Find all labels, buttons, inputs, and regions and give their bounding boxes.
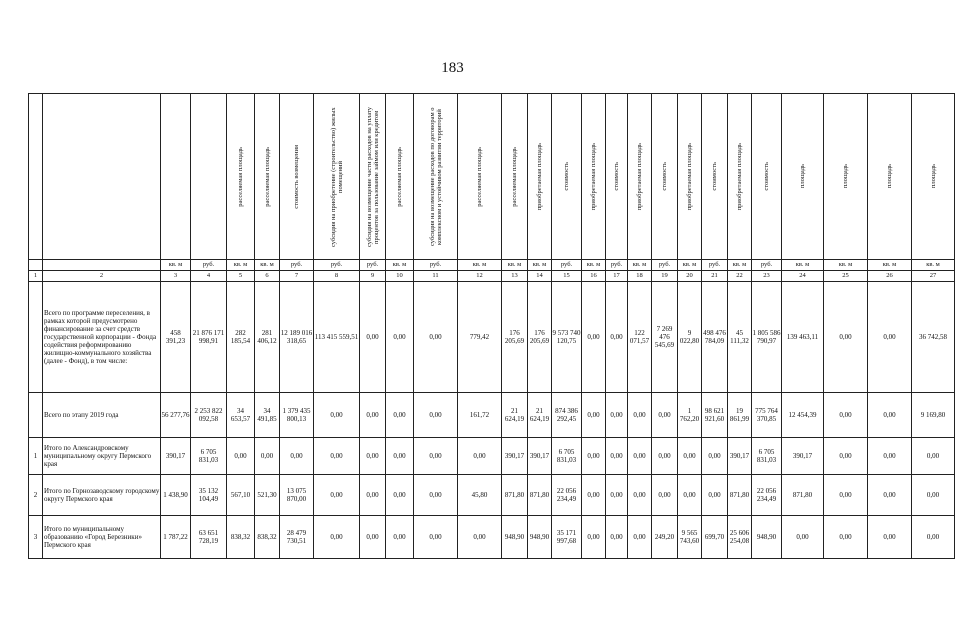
header-label: площадь (929, 164, 937, 189)
data-cell: 0,00 (582, 475, 606, 516)
data-cell: 0,00 (386, 282, 414, 393)
data-cell: 28 479 730,51 (280, 516, 314, 559)
data-cell: 567,10 (227, 475, 255, 516)
data-cell: 0,00 (606, 516, 628, 559)
column-number-cell: 13 (502, 271, 528, 282)
unit-cell: кв. м (386, 260, 414, 271)
data-cell: 0,00 (628, 475, 652, 516)
unit-cell: кв. м (161, 260, 191, 271)
units-row (29, 260, 955, 271)
unit-cell: руб. (280, 260, 314, 271)
data-cell: 0,00 (912, 475, 955, 516)
header-cell (912, 94, 955, 260)
header-cell (360, 94, 386, 260)
data-cell: 2 (29, 475, 43, 516)
header-label: расселяемая площадь (476, 146, 483, 207)
column-number-row (29, 271, 955, 282)
unit-cell: руб. (652, 260, 678, 271)
unit-cell: кв. м (782, 260, 824, 271)
column-number-cell: 23 (752, 271, 782, 282)
unit-cell (29, 260, 43, 271)
column-number-cell: 2 (43, 271, 161, 282)
column-number-cell: 5 (227, 271, 255, 282)
header-cell (161, 94, 191, 260)
data-cell: 0,00 (582, 282, 606, 393)
data-cell: 176 205,69 (502, 282, 528, 393)
data-cell: 0,00 (414, 516, 458, 559)
unit-cell: кв. м (912, 260, 955, 271)
header-cell (868, 94, 912, 260)
column-number-cell: 18 (628, 271, 652, 282)
data-cell: 390,17 (161, 438, 191, 475)
header-label: стоимость (711, 162, 718, 191)
data-cell: 9 022,80 (678, 282, 702, 393)
data-cell: 0,00 (868, 475, 912, 516)
column-number-cell: 16 (582, 271, 606, 282)
data-cell: 838,32 (255, 516, 280, 559)
data-cell: 56 277,76 (161, 393, 191, 438)
data-cell: 9 169,80 (912, 393, 955, 438)
column-number-cell: 1 (29, 271, 43, 282)
header-cell (43, 94, 161, 260)
column-number-cell: 7 (280, 271, 314, 282)
header-label: приобретаемая площадь (536, 142, 543, 211)
table-row (29, 475, 955, 516)
data-cell: 0,00 (582, 516, 606, 559)
unit-cell: руб. (191, 260, 227, 271)
data-cell: 0,00 (386, 475, 414, 516)
data-cell: 0,00 (360, 475, 386, 516)
data-cell: 22 056 234,49 (752, 475, 782, 516)
data-cell: 0,00 (824, 438, 868, 475)
data-cell: 249,20 (652, 516, 678, 559)
data-cell: 0,00 (582, 438, 606, 475)
data-cell: 0,00 (652, 438, 678, 475)
data-cell: 21 624,19 (502, 393, 528, 438)
data-cell: 35 171 997,68 (552, 516, 582, 559)
unit-cell: руб. (606, 260, 628, 271)
header-cell (606, 94, 628, 260)
data-cell: 0,00 (702, 475, 728, 516)
data-cell: 0,00 (386, 438, 414, 475)
column-number-cell: 10 (386, 271, 414, 282)
header-cell (502, 94, 528, 260)
data-cell: 871,80 (728, 475, 752, 516)
data-cell: 25 606 254,08 (728, 516, 752, 559)
data-cell: 0,00 (678, 438, 702, 475)
data-cell: 1 438,90 (161, 475, 191, 516)
data-cell: 36 742,58 (912, 282, 955, 393)
data-cell: 948,90 (528, 516, 552, 559)
data-cell: 0,00 (868, 516, 912, 559)
unit-cell: руб. (752, 260, 782, 271)
data-cell: 0,00 (652, 475, 678, 516)
header-cell (782, 94, 824, 260)
column-number-cell: 11 (414, 271, 458, 282)
header-label: приобретаемая площадь (636, 142, 643, 211)
header-label: субсидия на возмещение расходов по договорам о комплексном и устойчивом развитии территорий (428, 107, 443, 246)
header-label: приобретаемая площадь (736, 142, 743, 211)
data-cell: 775 764 370,85 (752, 393, 782, 438)
data-cell: 1 805 586 790,97 (752, 282, 782, 393)
unit-cell: руб. (552, 260, 582, 271)
data-cell: 9 573 740 120,75 (552, 282, 582, 393)
data-cell: 874 386 292,45 (552, 393, 582, 438)
data-cell: 161,72 (458, 393, 502, 438)
data-cell: 0,00 (360, 282, 386, 393)
data-cell: 0,00 (227, 438, 255, 475)
table-row (29, 282, 955, 393)
header-label: субсидия на возмещение части расходов на уплату процентов за пользование займом или кредитом (365, 106, 380, 247)
data-cell: 22 056 234,49 (552, 475, 582, 516)
row-label-cell: Итого по муниципальному образованию «Город Березники» Пермского края (43, 516, 161, 559)
data-cell: 6 705 831,03 (191, 438, 227, 475)
column-number-cell: 22 (728, 271, 752, 282)
header-cell (582, 94, 606, 260)
column-number-cell: 9 (360, 271, 386, 282)
column-number-cell: 17 (606, 271, 628, 282)
data-cell: 0,00 (824, 282, 868, 393)
data-cell: 0,00 (912, 516, 955, 559)
data-cell: 0,00 (628, 516, 652, 559)
data-cell: 390,17 (782, 438, 824, 475)
data-cell: 0,00 (606, 438, 628, 475)
data-cell: 0,00 (628, 393, 652, 438)
header-label: приобретаемая площадь (686, 142, 693, 211)
unit-cell: руб. (702, 260, 728, 271)
header-label: расселяемая площадь (396, 146, 403, 207)
header-cell (728, 94, 752, 260)
data-cell: 282 185,54 (227, 282, 255, 393)
header-label: стоимость (563, 162, 570, 191)
header-cell (678, 94, 702, 260)
data-cell: 0,00 (314, 438, 360, 475)
data-cell: 838,32 (227, 516, 255, 559)
row-label-cell: Итого по Александровскому муниципальному округу Пермского края (43, 438, 161, 475)
unit-cell: кв. м (255, 260, 280, 271)
unit-cell: кв. м (628, 260, 652, 271)
column-number-cell: 6 (255, 271, 280, 282)
data-cell: 0,00 (360, 393, 386, 438)
unit-cell: кв. м (582, 260, 606, 271)
header-cell (824, 94, 868, 260)
data-cell: 0,00 (255, 438, 280, 475)
table-row (29, 393, 955, 438)
data-cell: 521,30 (255, 475, 280, 516)
row-label-cell: Всего по программе переселения, в рамках которой предусмотрено финансирование за счет средств государственной корпорации - Фонда содействия реформированию жилищно-коммунального хозяйства (далее - Фонд), в том числе: (43, 282, 161, 393)
unit-cell: кв. м (458, 260, 502, 271)
data-cell: 35 132 104,49 (191, 475, 227, 516)
data-cell: 12 454,39 (782, 393, 824, 438)
column-number-cell: 25 (824, 271, 868, 282)
data-cell: 390,17 (528, 438, 552, 475)
data-cell: 21 624,19 (528, 393, 552, 438)
data-cell: 0,00 (782, 516, 824, 559)
header-cell (458, 94, 502, 260)
unit-cell: кв. м (227, 260, 255, 271)
column-number-cell: 24 (782, 271, 824, 282)
data-cell: 0,00 (386, 516, 414, 559)
data-cell: 3 (29, 516, 43, 559)
row-label-cell: Итого по Горнозаводскому городскому округу Пермского края (43, 475, 161, 516)
column-number-cell: 12 (458, 271, 502, 282)
data-cell: 498 476 784,09 (702, 282, 728, 393)
data-cell: 0,00 (414, 393, 458, 438)
header-cell (652, 94, 678, 260)
data-cell: 390,17 (728, 438, 752, 475)
data-cell: 0,00 (360, 516, 386, 559)
header-label: расселяемая площадь (511, 146, 518, 207)
data-cell: 0,00 (824, 393, 868, 438)
column-number-cell: 26 (868, 271, 912, 282)
table-row (29, 516, 955, 559)
data-cell: 0,00 (702, 438, 728, 475)
data-cell: 0,00 (314, 393, 360, 438)
header-label: площадь (886, 164, 893, 189)
data-cell: 13 075 870,00 (280, 475, 314, 516)
header-cell (414, 94, 458, 260)
data-cell: 458 391,23 (161, 282, 191, 393)
data-cell: 9 565 743,60 (678, 516, 702, 559)
column-number-cell: 21 (702, 271, 728, 282)
column-number-cell: 15 (552, 271, 582, 282)
data-cell: 699,70 (702, 516, 728, 559)
data-cell: 34 653,57 (227, 393, 255, 438)
data-cell: 12 189 016 318,65 (280, 282, 314, 393)
data-cell: 0,00 (868, 438, 912, 475)
header-label: расселяемая площадь (237, 146, 244, 207)
header-label: площадь (842, 164, 849, 189)
column-number-cell: 14 (528, 271, 552, 282)
data-cell: 0,00 (606, 393, 628, 438)
header-cell (528, 94, 552, 260)
data-cell: 0,00 (678, 475, 702, 516)
unit-cell: руб. (360, 260, 386, 271)
header-cell (191, 94, 227, 260)
data-cell: 6 705 831,03 (552, 438, 582, 475)
data-cell: 0,00 (912, 438, 955, 475)
data-cell: 0,00 (314, 475, 360, 516)
unit-cell: кв. м (868, 260, 912, 271)
data-cell: 7 269 476 545,69 (652, 282, 678, 393)
resettlement-table (28, 93, 955, 559)
data-cell: 1 379 435 800,13 (280, 393, 314, 438)
data-cell: 0,00 (414, 475, 458, 516)
header-label: площадь (799, 164, 806, 189)
row-label-cell: Всего по этапу 2019 года (43, 393, 161, 438)
header-cell (314, 94, 360, 260)
header-cell (280, 94, 314, 260)
data-cell: 871,80 (528, 475, 552, 516)
data-cell: 21 876 171 998,91 (191, 282, 227, 393)
unit-cell: кв. м (528, 260, 552, 271)
data-cell: 0,00 (824, 475, 868, 516)
header-cell (552, 94, 582, 260)
header-cell (29, 94, 43, 260)
unit-cell: руб. (414, 260, 458, 271)
data-cell: 1 787,22 (161, 516, 191, 559)
unit-cell: кв. м (502, 260, 528, 271)
data-cell: 948,90 (752, 516, 782, 559)
header-cell (386, 94, 414, 260)
column-number-cell: 3 (161, 271, 191, 282)
unit-cell (43, 260, 161, 271)
data-cell: 281 406,12 (255, 282, 280, 393)
data-cell: 176 205,69 (528, 282, 552, 393)
data-cell: 0,00 (868, 282, 912, 393)
data-cell: 0,00 (582, 393, 606, 438)
data-cell: 45 111,32 (728, 282, 752, 393)
header-cell (255, 94, 280, 260)
header-cell (227, 94, 255, 260)
data-cell: 19 861,99 (728, 393, 752, 438)
page-number: 183 (441, 60, 464, 76)
header-label: расселяемая площадь (263, 146, 271, 207)
data-cell: 34 491,85 (255, 393, 280, 438)
data-cell: 948,90 (502, 516, 528, 559)
data-cell: 139 463,11 (782, 282, 824, 393)
data-cell: 1 762,20 (678, 393, 702, 438)
header-label: стоимость (763, 162, 770, 191)
data-cell: 6 705 831,03 (752, 438, 782, 475)
data-cell: 0,00 (386, 393, 414, 438)
unit-cell: кв. м (678, 260, 702, 271)
data-cell: 0,00 (824, 516, 868, 559)
column-number-cell: 8 (314, 271, 360, 282)
header-label: стоимость (661, 162, 668, 191)
table-row (29, 438, 955, 475)
data-cell: 0,00 (458, 516, 502, 559)
data-cell: 45,80 (458, 475, 502, 516)
data-cell: 98 621 921,60 (702, 393, 728, 438)
column-number-cell: 4 (191, 271, 227, 282)
data-cell: 0,00 (458, 438, 502, 475)
data-cell: 0,00 (606, 475, 628, 516)
column-number-cell: 19 (652, 271, 678, 282)
data-cell: 871,80 (782, 475, 824, 516)
data-cell: 1 (29, 438, 43, 475)
column-number-cell: 27 (912, 271, 955, 282)
data-cell: 0,00 (628, 438, 652, 475)
header-label: приобретаемая площадь (590, 142, 597, 211)
data-cell: 871,80 (502, 475, 528, 516)
data-cell: 0,00 (652, 393, 678, 438)
header-label: стоимость (613, 162, 620, 191)
data-cell: 0,00 (314, 516, 360, 559)
data-cell: 0,00 (360, 438, 386, 475)
header-label: субсидия на приобретение (строительство) жилых помещений (329, 106, 344, 247)
header-cell (702, 94, 728, 260)
column-number-cell: 20 (678, 271, 702, 282)
data-cell: 0,00 (606, 282, 628, 393)
header-row (29, 94, 955, 260)
data-cell: 2 253 822 092,58 (191, 393, 227, 438)
unit-cell: руб. (314, 260, 360, 271)
data-cell: 0,00 (280, 438, 314, 475)
data-cell: 390,17 (502, 438, 528, 475)
data-cell: 113 415 559,51 (314, 282, 360, 393)
data-cell (29, 282, 43, 393)
header-label: стоимость возмещения (293, 144, 300, 209)
unit-cell: кв. м (824, 260, 868, 271)
data-cell: 779,42 (458, 282, 502, 393)
data-cell: 122 071,57 (628, 282, 652, 393)
unit-cell: кв. м (728, 260, 752, 271)
header-cell (628, 94, 652, 260)
header-cell (752, 94, 782, 260)
data-cell (29, 393, 43, 438)
data-cell: 63 651 728,19 (191, 516, 227, 559)
data-cell: 0,00 (414, 438, 458, 475)
data-cell: 0,00 (414, 282, 458, 393)
data-cell: 0,00 (868, 393, 912, 438)
